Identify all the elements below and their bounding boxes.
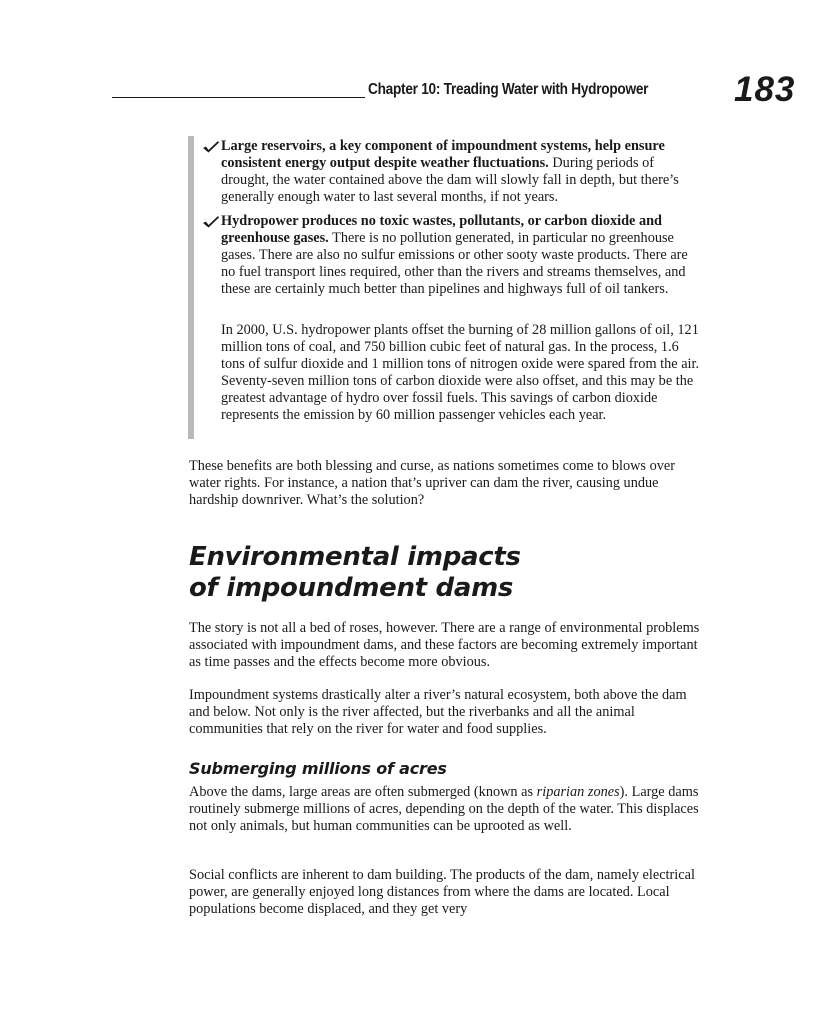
benefits-paragraph: These benefits are both blessing and curse, as nations sometimes come to blows over water rights. For instance, a nation that’s upriver can dam the river, causing undue hardship downriver. What’s the solution?	[189, 458, 675, 508]
paragraph-text: Above the dams, large areas are often submerged (known as	[189, 784, 537, 800]
subsection-heading: Submerging millions of acres	[189, 759, 447, 778]
section-heading-line: of impoundment dams	[189, 573, 514, 603]
page-number: 183	[734, 70, 796, 109]
chapter-title: Chapter 10: Treading Water with Hydropower	[368, 81, 649, 98]
section-heading	[189, 542, 521, 604]
bullet-continuation: In 2000, U.S. hydropower plants offset the burning of 28 million gallons of oil, 121 million tons of coal, and 750 billion cubic feet of natural gas. In the process, 1.6 tons of sulfur dioxide and 1 million tons of nitrogen oxide were spared from the air. Seventy-seven million tons of carbon dioxide were also offset, and this may be the greatest advantage of hydro over fossil fuels. This savings of carbon dioxide represents the emission by 60 million passenger vehicles each year.	[221, 322, 700, 423]
checkmark-icon	[202, 213, 220, 230]
bullet-lead: Hydropower produces no toxic wastes, pollutants, or carbon dioxide and greenhouse gases.	[221, 213, 663, 246]
section-heading-line: Environmental impacts	[189, 542, 521, 572]
subsection-paragraph	[189, 784, 709, 835]
bullet-item	[202, 138, 702, 206]
sidebar-bar	[188, 136, 194, 439]
riparian-term: riparian zones	[536, 784, 620, 800]
header-rule	[112, 97, 365, 98]
section-paragraph: Impoundment systems drastically alter a river’s natural ecosystem, both above the dam and below. Not only is the river affected, but the riverbanks and all the animal communities that rely on the river for water and food supplies.	[189, 687, 687, 737]
bullet-text: There is no pollution generated, in particular no greenhouse gases. There are also no sulfur emissions or other sooty waste products. There are no fuel transport lines required, other than the rivers and streams themselves, and these are certainly much better than pipelines and highways full of oil tankers.	[221, 230, 688, 297]
running-header	[112, 70, 796, 110]
bullet-text: During periods of drought, the water contained above the dam will slowly fall in depth, but there’s generally enough water to last several months, if not years.	[221, 155, 679, 205]
section-paragraph: The story is not all a bed of roses, however. There are a range of environmental problems associated with impoundment dams, and these factors are becoming extremely important as time passes and the effects become more obvious.	[189, 620, 700, 670]
bullet-lead: Large reservoirs, a key component of impoundment systems, help ensure consistent energy output despite weather fluctuations.	[221, 138, 665, 171]
subsection-paragraph: Social conflicts are inherent to dam building. The products of the dam, namely electrical power, are generally enjoyed long distances from where the dams are located. Local populations become displaced, and they get very	[189, 867, 695, 917]
checkmark-icon	[202, 138, 220, 155]
paragraph-text: ). Large dams routinely submerge millions of acres, depending on the depth of the water. This displaces not only animals, but human communities can be uprooted as well.	[189, 784, 699, 834]
bullet-item	[202, 213, 702, 298]
bullet-block	[188, 133, 708, 439]
